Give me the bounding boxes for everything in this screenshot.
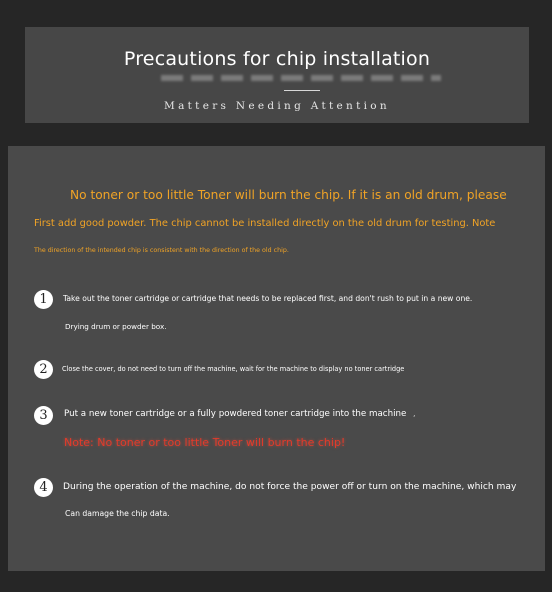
title-reflection-decoration — [161, 75, 441, 81]
page-subtitle: Matters Needing Attention — [164, 100, 390, 112]
step-3-text: Put a new toner cartridge or a fully powdered toner cartridge into the machine — [64, 409, 407, 419]
step-3-note: Note: No toner or too little Toner will burn the chip! — [64, 436, 346, 449]
page-title: Precautions for chip installation — [123, 48, 431, 70]
step-number-2: 2 — [34, 360, 53, 379]
step-2-text: Close the cover, do not need to turn off the machine, wait for the machine to display no toner cartridge — [62, 365, 405, 373]
step-number-3: 3 — [34, 406, 53, 425]
step-4-text: During the operation of the machine, do not force the power off or turn on the machine, which may — [63, 482, 517, 492]
step-4-continuation: Can damage the chip data. — [65, 509, 170, 518]
step-1-text: Take out the toner cartridge or cartridge that needs to be replaced first, and don't rush to put in a new one. — [63, 294, 473, 303]
step-number-4: 4 — [34, 478, 53, 497]
instructions-panel — [8, 146, 545, 571]
step-3-mark: , — [413, 409, 416, 418]
step-number-1: 1 — [34, 290, 53, 309]
step-1-continuation: Drying drum or powder box. — [65, 322, 167, 331]
title-divider — [284, 90, 320, 91]
warning-line-2: First add good powder. The chip cannot be installed directly on the old drum for testing. Note — [34, 218, 496, 229]
header-panel — [25, 27, 529, 123]
warning-line-3: The direction of the intended chip is consistent with the direction of the old chip. — [34, 247, 289, 254]
warning-line-1: No toner or too little Toner will burn the chip. If it is an old drum, please — [70, 188, 507, 202]
